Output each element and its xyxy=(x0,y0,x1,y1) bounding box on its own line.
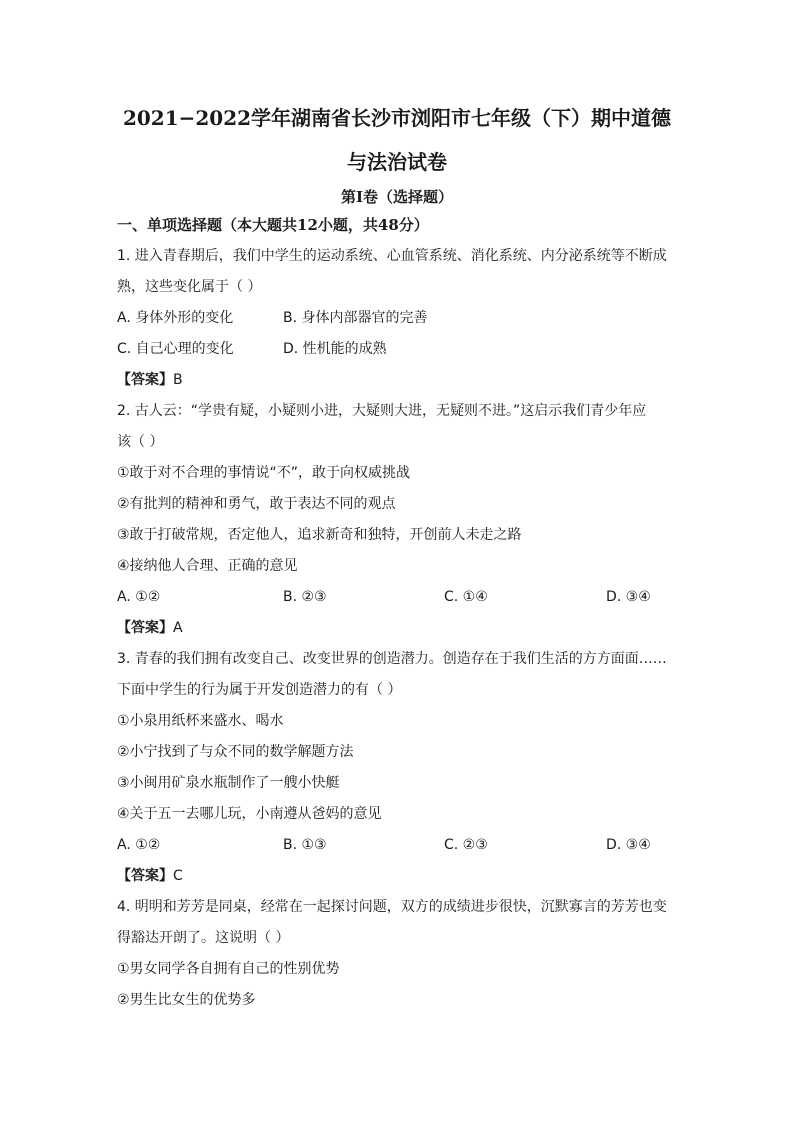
question-4-statement-1: ①男女同学各自拥有自己的性别优势 xyxy=(117,961,340,977)
question-1-options-row-1 xyxy=(117,303,677,334)
answer-label: 【答案】 xyxy=(117,372,173,388)
option-c: C. 自己心理的变化 xyxy=(117,341,234,357)
question-2-stem-line-1: 2. 古人云：“学贵有疑，小疑则小进，大疑则大进，无疑则不进。”这启示我们青少年应 xyxy=(117,403,647,419)
question-4-statement-2: ②男生比女生的优势多 xyxy=(117,992,256,1008)
question-2-statement-2: ②有批判的精神和勇气，敢于表达不同的观点 xyxy=(117,496,396,512)
option-b: B. ①③ xyxy=(283,837,327,853)
question-4 xyxy=(117,892,677,1016)
exam-content xyxy=(117,210,677,1016)
question-3-statement-2: ②小宁找到了与众不同的数学解题方法 xyxy=(117,744,354,760)
question-4-stem-line-1: 4. 明明和芳芳是同桌，经常在一起探讨问题，双方的成绩进步很快，沉默寡言的芳芳也变 xyxy=(117,899,667,915)
option-d: D. ③④ xyxy=(606,589,651,605)
question-1-answer xyxy=(117,365,677,396)
option-c: C. ①④ xyxy=(444,589,488,605)
question-3-options xyxy=(117,830,677,861)
question-2-answer xyxy=(117,613,677,644)
question-2-statement-1: ①敢于对不合理的事情说“不”，敢于向权威挑战 xyxy=(117,465,411,481)
question-3 xyxy=(117,644,677,892)
answer-value: C xyxy=(173,868,183,884)
option-d: D. ③④ xyxy=(606,837,651,853)
option-b: B. 身体内部器官的完善 xyxy=(283,310,428,326)
question-2-statement-3: ③敢于打破常规，否定他人，追求新奇和独特，开创前人未走之路 xyxy=(117,527,522,543)
question-2-options xyxy=(117,582,677,613)
question-3-statement-4: ④关于五一去哪儿玩，小南遵从爸妈的意见 xyxy=(117,806,382,822)
question-3-answer xyxy=(117,861,677,892)
option-b: B. ②③ xyxy=(283,589,327,605)
question-2 xyxy=(117,396,677,644)
option-a: A. ①② xyxy=(117,837,161,853)
question-2-statement-4: ④接纳他人合理、正确的意见 xyxy=(117,558,298,574)
question-3-stem-line-2: 下面中学生的行为属于开发创造潜力的有（ ） xyxy=(117,682,402,698)
option-d: D. 性机能的成熟 xyxy=(283,341,387,357)
question-1-stem-line-1: 1. 进入青春期后，我们中学生的运动系统、心血管系统、消化系统、内分泌系统等不断成 xyxy=(117,248,667,264)
volume-subtitle: 第I卷（选择题） xyxy=(340,188,454,206)
question-2-stem-line-2: 该（ ） xyxy=(117,434,164,450)
option-c: C. ②③ xyxy=(444,837,488,853)
option-a: A. ①② xyxy=(117,589,161,605)
exam-title-line-2: 与法治试卷 xyxy=(347,150,447,174)
question-1-stem-line-2: 熟，这些变化属于（ ） xyxy=(117,279,262,295)
answer-value: A xyxy=(173,620,183,636)
question-3-statement-1: ①小泉用纸杯来盛水、喝水 xyxy=(117,713,284,729)
question-1 xyxy=(117,241,677,396)
answer-label: 【答案】 xyxy=(117,620,173,636)
exam-title-line-1: 2021−2022学年湖南省长沙市浏阳市七年级（下）期中道德 xyxy=(122,106,672,130)
question-4-stem-line-2: 得豁达开朗了。这说明（ ） xyxy=(117,930,290,946)
answer-label: 【答案】 xyxy=(117,868,173,884)
answer-value: B xyxy=(173,372,183,388)
question-1-options-row-2 xyxy=(117,334,677,365)
section-heading: 一、单项选择题（本大题共12小题，共48分） xyxy=(117,216,429,234)
question-3-stem-line-1: 3. 青春的我们拥有改变自己、改变世界的创造潜力。创造存在于我们生活的方方面面…… xyxy=(117,651,667,667)
option-a: A. 身体外形的变化 xyxy=(117,310,234,326)
question-3-statement-3: ③小闽用矿泉水瓶制作了一艘小快艇 xyxy=(117,775,340,791)
